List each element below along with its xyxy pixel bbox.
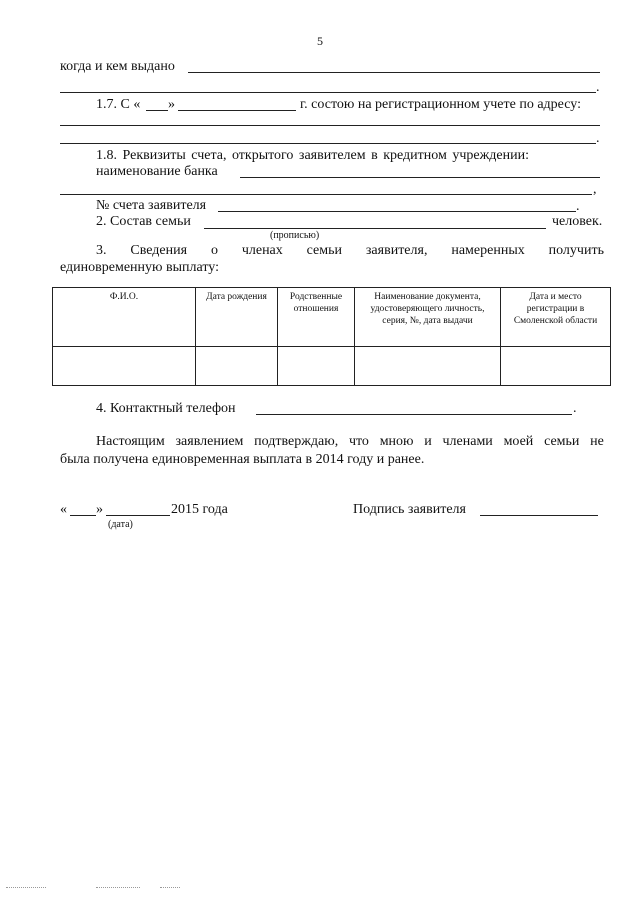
- issued-label: когда и кем выдано: [60, 59, 175, 74]
- page-number: 5: [317, 34, 323, 48]
- section-1-7-prefix: 1.7. С «: [96, 97, 141, 112]
- section-1-7-end: .: [596, 131, 600, 146]
- account-end: .: [576, 199, 580, 214]
- bank-label: наименование банка: [96, 164, 218, 179]
- table-row: [53, 347, 611, 386]
- date-close-quote: »: [96, 502, 103, 517]
- confirmation-word: не: [590, 434, 604, 449]
- date-open-quote: «: [60, 502, 67, 517]
- registration-day-field[interactable]: [146, 110, 168, 111]
- family-members-table: [52, 287, 611, 386]
- confirmation-word: семьи: [544, 434, 580, 449]
- bank-field-2[interactable]: [60, 194, 592, 195]
- section-1-7-quote-close: »: [168, 97, 175, 112]
- section-1-7-text: г. состою на регистрационном учете по адресу:: [300, 97, 581, 112]
- section-3-word: заявителя,: [365, 243, 428, 258]
- table-cell[interactable]: [355, 347, 501, 386]
- column-header: Наименование документа, удостоверяющего личность, серия, №, дата выдачи: [355, 288, 501, 347]
- confirmation-word: моей: [503, 434, 534, 449]
- table-cell[interactable]: [53, 347, 196, 386]
- date-year: 2015 года: [171, 502, 228, 517]
- section-3-word: 3.: [96, 243, 107, 258]
- issued-field-2[interactable]: [60, 92, 596, 93]
- address-field-1[interactable]: [60, 125, 600, 126]
- confirmation-word: Настоящим: [96, 434, 165, 449]
- section-3-word: получить: [548, 243, 604, 258]
- signature-field[interactable]: [480, 515, 598, 516]
- family-count-field[interactable]: [204, 228, 546, 229]
- bank-field[interactable]: [240, 177, 600, 178]
- date-hint: (дата): [108, 519, 133, 530]
- scan-mark: [6, 887, 46, 888]
- column-header: Ф.И.О.: [53, 288, 196, 347]
- section-3-word: намеренных: [451, 243, 525, 258]
- phone-field[interactable]: [256, 414, 572, 415]
- date-day-field[interactable]: [70, 515, 96, 516]
- date-month-field[interactable]: [106, 515, 170, 516]
- family-count-suffix: человек.: [552, 214, 603, 229]
- confirmation-word: и: [424, 434, 432, 449]
- address-field-2[interactable]: [60, 143, 596, 144]
- confirmation-word: что: [348, 434, 369, 449]
- confirmation-word: членами: [442, 434, 493, 449]
- section-1-8-title: 1.8. Реквизиты счета, открытого заявителем в кредитном учреждении:: [96, 148, 529, 163]
- table-cell[interactable]: [278, 347, 355, 386]
- account-field[interactable]: [218, 211, 576, 212]
- confirmation-line1: [96, 434, 604, 450]
- confirmation-line2: была получена единовременная выплата в 2014 году и ранее.: [60, 452, 425, 467]
- column-header: Родственные отношения: [278, 288, 355, 347]
- bank-comma: ,: [593, 182, 597, 197]
- issued-field[interactable]: [188, 72, 600, 73]
- column-header: Дата рождения: [196, 288, 278, 347]
- account-label: № счета заявителя: [96, 198, 207, 213]
- scan-mark: [96, 887, 140, 888]
- table-cell[interactable]: [196, 347, 278, 386]
- section-3-word: Сведения: [130, 243, 188, 258]
- issued-end: .: [596, 80, 600, 95]
- family-count-hint: (прописью): [270, 230, 320, 241]
- signature-label: Подпись заявителя: [353, 502, 466, 517]
- section-3-word: семьи: [306, 243, 343, 258]
- phone-label: 4. Контактный телефон: [96, 401, 236, 416]
- section-3-line2: единовременную выплату:: [60, 260, 219, 275]
- section-3-word: членах: [241, 243, 283, 258]
- section-3-line1: [96, 243, 604, 259]
- table-header-row: [53, 288, 611, 347]
- confirmation-word: подтверждаю,: [254, 434, 339, 449]
- column-header: Дата и место регистрации в Смоленской области: [501, 288, 611, 347]
- confirmation-word: заявлением: [175, 434, 244, 449]
- registration-month-field[interactable]: [178, 110, 296, 111]
- phone-end: .: [573, 401, 577, 416]
- family-count-label: 2. Состав семьи: [96, 214, 191, 229]
- section-3-word: о: [210, 243, 218, 258]
- scan-mark: [160, 887, 180, 888]
- table-cell[interactable]: [501, 347, 611, 386]
- confirmation-word: мною: [379, 434, 414, 449]
